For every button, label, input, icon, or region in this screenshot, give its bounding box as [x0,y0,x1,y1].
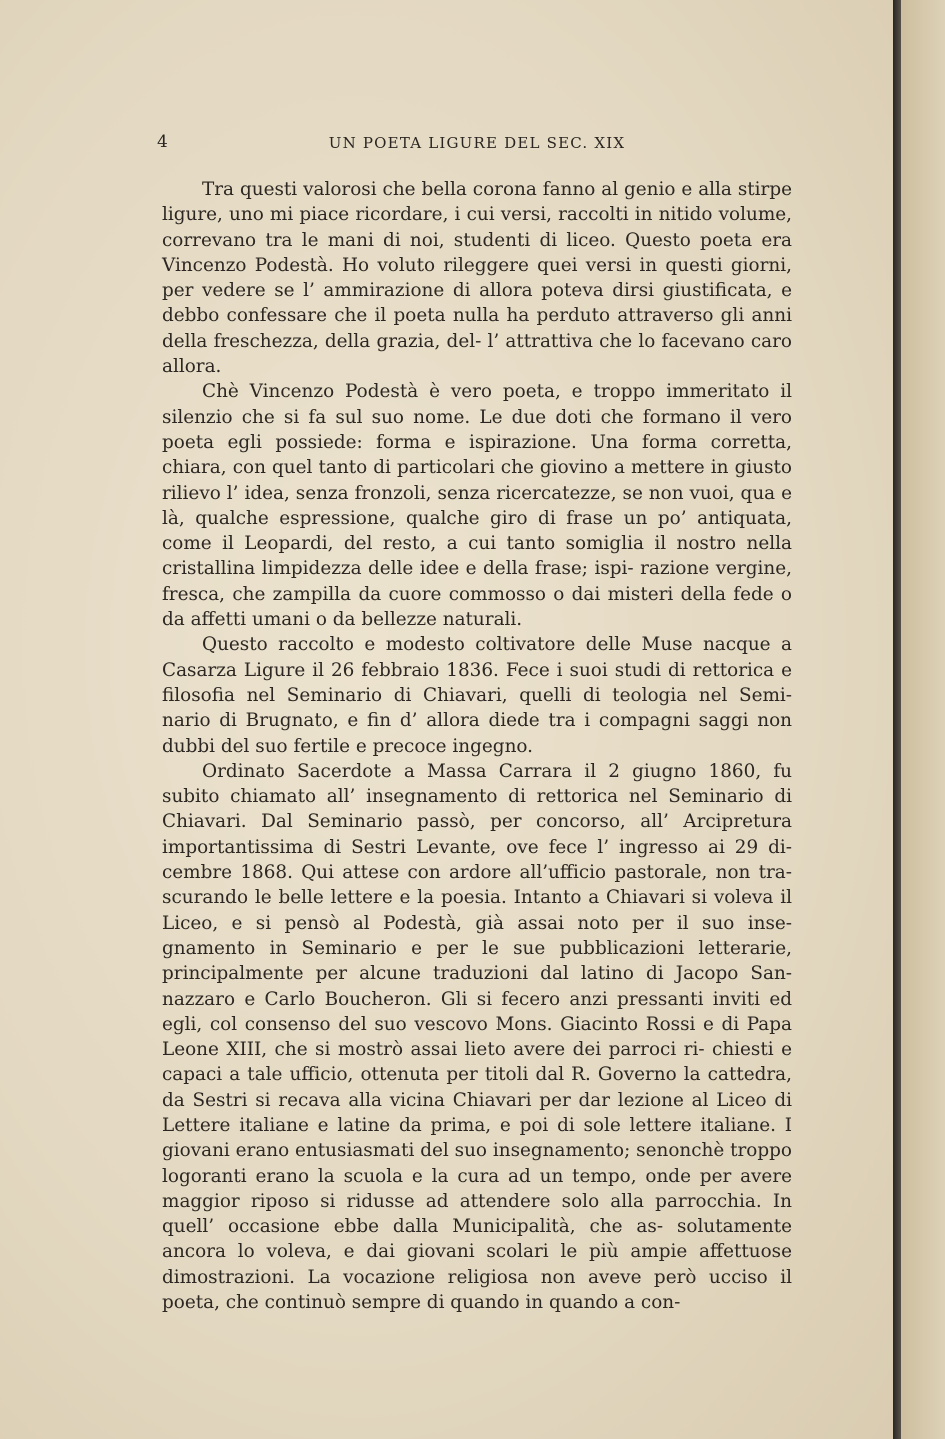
paragraph: Questo raccolto e modesto coltivatore delle Muse nacque a Casarza Ligure il 26 febbraio 1836. Fece i suoi studi di rettorica e filosofia nel Seminario di Chiavari, quelli di teologia nel Semi- nario di Brugnato, e fin d’ allora diede tra i compagni saggi non dubbi del suo fertile e precoce ingegno. [162,634,792,757]
paragraph: Chè Vincenzo Podestà è vero poeta, e troppo immeritato il silenzio che si fa sul suo nome. Le due doti che formano il vero poeta egli possiede: forma e ispirazione. Una forma corretta, chiara, con quel tanto di particolari che giovino a mettere in giusto rilievo l’ idea, senza fronzoli, senza ricercatezze, se non vuoi, qua e là, qualche espressione, qualche giro di frase un po’ antiquata, come il Leopardi, del resto, a cui tanto somiglia il nostro nella cristallina limpidezza delle idee e della frase; ispi- razione vergine, fresca, che zampilla da cuore commosso o dai misteri della fede o da affetti umani o da bellezze naturali. [162,381,792,631]
body-text [162,177,792,1315]
page-number: 4 [157,132,168,152]
adjacent-page-edge [901,0,945,1439]
book-binding [893,0,901,1439]
running-title: UN POETA LIGURE DEL SEC. XIX [328,134,626,152]
paragraph: Ordinato Sacerdote a Massa Carrara il 2 giugno 1860, fu subito chiamato all’ insegnamento di rettorica nel Seminario di Chiavari. Dal Seminario passò, per concorso, all’ Arcipretura importantissima di Sestri Levante, ove fece l’ ingresso ai 29 di- cembre 1868. Qui attese con ardore all’ufficio pastorale, non tra- scurando le belle lettere e la poesia. Intanto a Chiavari si voleva il Liceo, e si pensò al Podestà, già assai noto per il suo inse- gnamento in Seminario e per le sue pubblicazioni letterarie, principalmente per alcune traduzioni dal latino di Jacopo San- nazzaro e Carlo Boucheron. Gli si fecero anzi pressanti inviti ed egli, col consenso del suo vescovo Mons. Giacinto Rossi e di Papa Leone XIII, che si mostrò assai lieto avere dei parroci ri- chiesti e capaci a tale ufficio, ottenuta per titoli dal R. Governo la cattedra, da Sestri si recava alla vicina Chiavari per dar lezione al Liceo di Lettere italiane e latine da prima, e poi di sole lettere italiane. I giovani erano entusiasmati del suo insegnamento; senonchè troppo logoranti erano la scuola e la cura ad un tempo, onde per avere maggior riposo si ridusse ad attendere solo alla parrocchia. In quell’ occasione ebbe dalla Municipalità, che as- solutamente ancora lo voleva, e dai giovani scolari le più ampie affettuose dimostrazioni. La vocazione religiosa non aveve però ucciso il poeta, che continuò sempre di quando in quando a con- [162,760,792,1314]
paragraph: Tra questi valorosi che bella corona fanno al genio e alla stirpe ligure, uno mi piace ricordare, i cui versi, raccolti in nitido volume, correvano tra le mani di noi, studenti di liceo. Questo poeta era Vincenzo Podestà. Ho voluto rileggere quei versi in questi giorni, per vedere se l’ ammirazione di allora poteva dirsi giustificata, e debbo confessare che il poeta nulla ha perduto attraverso gli anni della freschezza, della grazia, del- l’ attrattiva che lo facevano caro allora. [162,179,792,378]
page-header [157,132,797,156]
